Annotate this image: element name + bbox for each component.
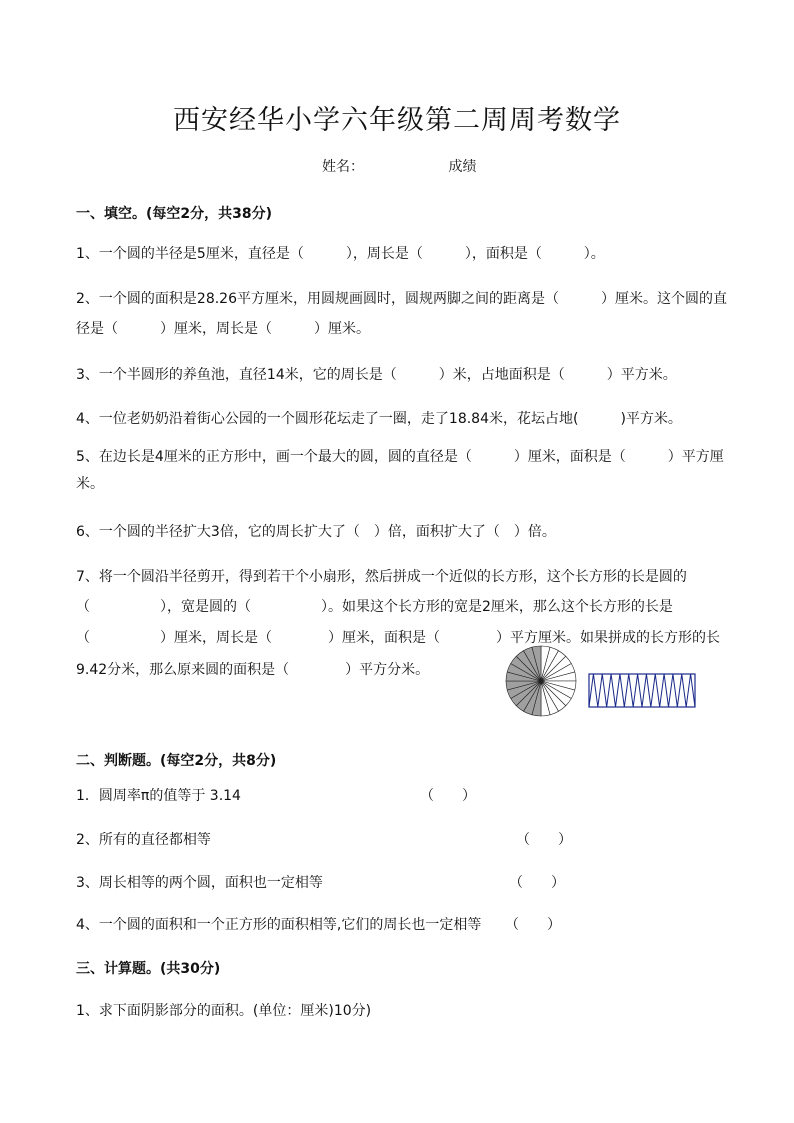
circle-rectangle-figure (504, 644, 704, 718)
answer-paren[interactable]: （ ） (509, 875, 565, 891)
sector-circle (506, 646, 576, 716)
question-line: 1、求下面阴影部分的面积。(单位：厘米)10分) (76, 1003, 372, 1019)
question-line: 5、在边长是4厘米的正方形中，画一个最大的圆，圆的直径是（ ）厘米，面积是（ ）平方厘 (76, 449, 724, 465)
question-line: 3、周长相等的两个圆，面积也一定相等 (76, 875, 323, 891)
question-line: 2、所有的直径都相等 (76, 832, 211, 848)
question-line: 7、将一个圆沿半径剪开，得到若干个小扇形，然后拼成一个近似的长方形，这个长方形的长是圆的 (76, 569, 687, 585)
question-line: 1．圆周率π的值等于 3.14 (76, 788, 241, 804)
rearranged-rectangle (589, 674, 695, 707)
question-line: 4、一位老奶奶沿着街心公园的一个圆形花坛走了一圈，走了18.84米，花坛占地( )平方米。 (76, 411, 682, 427)
question-line: 径是（ ）厘米，周长是（ ）厘米。 (76, 321, 370, 337)
question-line: 1、一个圆的半径是5厘米，直径是（ ），周长是（ ），面积是（ ）。 (76, 246, 605, 262)
answer-paren[interactable]: （ ） (516, 832, 572, 848)
question-line: （ ）厘米，周长是（ ）厘米，面积是（ ）平方厘米。如果拼成的长方形的长 (76, 630, 720, 646)
section-heading: 一、填空。(每空2分，共38分) (76, 206, 273, 222)
question-line: 9.42分米，那么原来圆的面积是（ ）平方分米。 (76, 662, 430, 678)
question-line: （ ），宽是圆的（ ）。如果这个长方形的宽是2厘米，那么这个长方形的长是 (76, 599, 673, 615)
name-score-line (322, 156, 476, 176)
page-title: 西安经华小学六年级第二周周考数学 (173, 105, 621, 136)
score-label: 成绩 (448, 159, 477, 175)
name-label: 姓名： (322, 159, 364, 175)
answer-paren[interactable]: （ ） (505, 917, 561, 933)
answer-paren[interactable]: （ ） (420, 788, 476, 804)
question-line: 4、一个圆的面积和一个正方形的面积相等,它们的周长也一定相等 (76, 917, 482, 933)
question-line: 米。 (76, 476, 104, 492)
question-line: 3、一个半圆形的养鱼池，直径14米，它的周长是（ ）米，占地面积是（ ）平方米。 (76, 367, 677, 383)
question-line: 6、一个圆的半径扩大3倍，它的周长扩大了（ ）倍，面积扩大了（ ）倍。 (76, 524, 556, 540)
question-line: 2、一个圆的面积是28.26平方厘米，用圆规画圆时，圆规两脚之间的距离是（ ）厘米。这个圆的直 (76, 291, 727, 307)
section-heading: 二、判断题。(每空2分，共8分) (76, 753, 277, 769)
section-heading: 三、计算题。(共30分) (76, 961, 221, 977)
